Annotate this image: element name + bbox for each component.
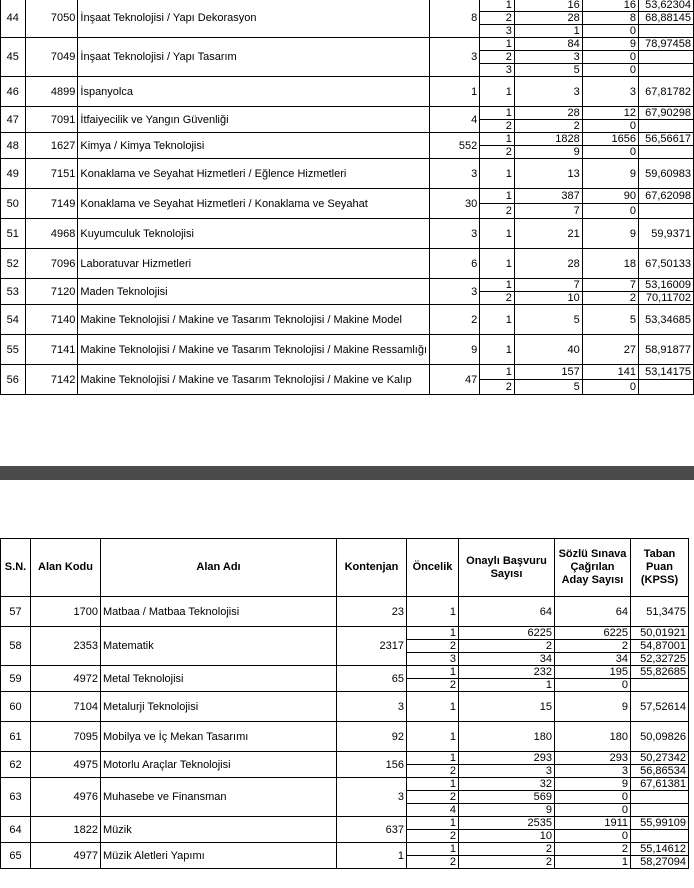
table-row	[1, 133, 694, 146]
cell-onayli: 9	[514, 146, 582, 159]
cell-alan-adi: Müzik	[101, 817, 337, 843]
cell-sn: 63	[1, 778, 31, 817]
table-row	[1, 159, 694, 189]
cell-sozlu: 195	[555, 666, 631, 679]
cell-kontenjan: 3	[430, 219, 480, 249]
cell-onayli: 5	[514, 64, 582, 77]
cell-onayli: 1	[514, 25, 582, 38]
cell-sozlu: 0	[582, 204, 638, 219]
cell-onayli: 84	[514, 38, 582, 51]
cell-onayli: 2	[514, 120, 582, 133]
cell-alan-kodu: 4977	[31, 843, 101, 869]
cell-kontenjan: 3	[337, 778, 407, 817]
cell-onayli: 569	[459, 791, 555, 804]
cell-taban: 55,82685	[631, 666, 689, 679]
header-sn: S.N.	[1, 539, 31, 597]
cell-onayli: 28	[514, 107, 582, 120]
table-row	[1, 107, 694, 120]
cell-taban: 50,01921	[631, 627, 689, 640]
cell-onayli: 64	[459, 597, 555, 627]
cell-sn: 49	[1, 159, 26, 189]
cell-sozlu: 12	[582, 107, 638, 120]
cell-taban: 78,97458	[638, 38, 693, 51]
cell-sozlu: 1911	[555, 817, 631, 830]
cell-sozlu: 0	[555, 804, 631, 817]
cell-onayli: 7	[514, 204, 582, 219]
cell-taban: 55,14612	[631, 843, 689, 856]
cell-sozlu: 9	[582, 159, 638, 189]
cell-kontenjan: 9	[430, 335, 480, 365]
cell-kontenjan: 156	[337, 752, 407, 778]
cell-kontenjan: 637	[337, 817, 407, 843]
table-row	[1, 817, 689, 830]
table-row	[1, 38, 694, 51]
cell-onayli: 28	[514, 249, 582, 279]
cell-alan-kodu: 1627	[25, 133, 78, 159]
cell-sozlu: 3	[555, 765, 631, 778]
cell-oncelik: 2	[480, 120, 515, 133]
results-table-bottom	[0, 538, 689, 869]
cell-oncelik: 1	[480, 107, 515, 120]
cell-alan-kodu: 1822	[31, 817, 101, 843]
cell-onayli: 5	[514, 305, 582, 335]
table-row	[1, 666, 689, 679]
results-table-top	[0, 0, 694, 395]
cell-onayli: 180	[459, 722, 555, 752]
cell-kontenjan: 65	[337, 666, 407, 692]
cell-taban	[638, 120, 693, 133]
cell-alan-kodu: 7091	[25, 107, 78, 133]
cell-sozlu: 3	[582, 77, 638, 107]
cell-alan-adi: Motorlu Araçlar Teknolojisi	[101, 752, 337, 778]
header-alan-kodu: Alan Kodu	[31, 539, 101, 597]
cell-alan-kodu: 4976	[31, 778, 101, 817]
cell-taban: 67,81782	[638, 77, 693, 107]
cell-taban: 67,61381	[631, 778, 689, 791]
cell-sozlu: 27	[582, 335, 638, 365]
cell-oncelik: 3	[480, 25, 515, 38]
cell-alan-kodu: 4972	[31, 666, 101, 692]
cell-oncelik: 1	[480, 77, 515, 107]
cell-onayli: 3	[514, 51, 582, 64]
cell-sn: 53	[1, 279, 26, 305]
cell-sn: 59	[1, 666, 31, 692]
cell-sozlu: 0	[555, 830, 631, 843]
cell-sozlu: 0	[582, 380, 638, 395]
cell-oncelik: 2	[407, 679, 459, 692]
cell-oncelik: 1	[407, 817, 459, 830]
cell-sozlu: 2	[555, 843, 631, 856]
cell-kontenjan: 3	[430, 38, 480, 77]
cell-oncelik: 1	[480, 0, 515, 12]
cell-alan-adi: İnşaat Teknolojisi / Yapı Tasarım	[78, 38, 430, 77]
cell-sn: 64	[1, 817, 31, 843]
cell-oncelik: 2	[480, 292, 515, 305]
cell-oncelik: 2	[407, 791, 459, 804]
cell-taban: 53,14175	[638, 365, 693, 380]
cell-taban	[631, 791, 689, 804]
cell-onayli: 293	[459, 752, 555, 765]
cell-alan-kodu: 7120	[25, 279, 78, 305]
cell-kontenjan: 3	[430, 159, 480, 189]
cell-alan-adi: Laboratuvar Hizmetleri	[78, 249, 430, 279]
cell-taban: 59,9371	[638, 219, 693, 249]
cell-sozlu: 34	[555, 653, 631, 666]
table-row	[1, 0, 694, 12]
cell-taban: 56,86534	[631, 765, 689, 778]
cell-oncelik: 1	[480, 249, 515, 279]
cell-taban	[631, 830, 689, 843]
cell-sozlu: 0	[555, 679, 631, 692]
cell-oncelik: 1	[480, 189, 515, 204]
cell-onayli: 28	[514, 12, 582, 25]
cell-sozlu: 16	[582, 0, 638, 12]
cell-taban: 67,90298	[638, 107, 693, 120]
cell-alan-kodu: 7142	[25, 365, 78, 395]
cell-sn: 55	[1, 335, 26, 365]
cell-sn: 54	[1, 305, 26, 335]
cell-onayli: 32	[459, 778, 555, 791]
cell-taban: 55,99109	[631, 817, 689, 830]
cell-onayli: 2	[459, 843, 555, 856]
header-taban: Taban Puan (KPSS)	[631, 539, 689, 597]
cell-alan-kodu: 7050	[25, 0, 78, 38]
header-onayli: Onaylı Başvuru Sayısı	[459, 539, 555, 597]
cell-alan-kodu: 7151	[25, 159, 78, 189]
cell-sozlu: 8	[582, 12, 638, 25]
cell-kontenjan: 3	[430, 279, 480, 305]
cell-oncelik: 3	[407, 653, 459, 666]
cell-sozlu: 90	[582, 189, 638, 204]
cell-sozlu: 18	[582, 249, 638, 279]
table-row	[1, 597, 689, 627]
cell-oncelik: 1	[480, 133, 515, 146]
cell-alan-kodu: 7141	[25, 335, 78, 365]
cell-onayli: 387	[514, 189, 582, 204]
cell-oncelik: 2	[407, 830, 459, 843]
cell-sozlu: 180	[555, 722, 631, 752]
cell-onayli: 16	[514, 0, 582, 12]
cell-taban: 53,34685	[638, 305, 693, 335]
cell-sn: 45	[1, 38, 26, 77]
cell-taban: 68,88145	[638, 12, 693, 25]
cell-kontenjan: 47	[430, 365, 480, 395]
cell-alan-kodu: 7095	[31, 722, 101, 752]
cell-sozlu: 9	[555, 692, 631, 722]
header-kontenjan: Kontenjan	[337, 539, 407, 597]
table-row	[1, 692, 689, 722]
cell-sozlu: 293	[555, 752, 631, 765]
cell-oncelik: 2	[407, 856, 459, 869]
table-row	[1, 189, 694, 204]
cell-alan-kodu: 7140	[25, 305, 78, 335]
cell-kontenjan: 1	[337, 843, 407, 869]
cell-onayli: 15	[459, 692, 555, 722]
cell-oncelik: 2	[480, 146, 515, 159]
cell-sn: 52	[1, 249, 26, 279]
cell-oncelik: 1	[480, 38, 515, 51]
cell-sozlu: 7	[582, 279, 638, 292]
cell-alan-adi: Makine Teknolojisi / Makine ve Tasarım Teknolojisi / Makine Model	[78, 305, 430, 335]
cell-alan-kodu: 1700	[31, 597, 101, 627]
cell-kontenjan: 552	[430, 133, 480, 159]
cell-alan-adi: Metal Teknolojisi	[101, 666, 337, 692]
cell-sn: 51	[1, 219, 26, 249]
cell-sozlu: 1656	[582, 133, 638, 146]
cell-taban: 56,56617	[638, 133, 693, 146]
cell-oncelik: 1	[480, 219, 515, 249]
cell-sozlu: 1	[555, 856, 631, 869]
cell-onayli: 2	[459, 640, 555, 653]
cell-taban: 67,50133	[638, 249, 693, 279]
header-oncelik: Öncelik	[407, 539, 459, 597]
cell-kontenjan: 1	[430, 77, 480, 107]
cell-oncelik: 4	[407, 804, 459, 817]
cell-taban: 70,11702	[638, 292, 693, 305]
cell-alan-kodu: 4899	[25, 77, 78, 107]
cell-sn: 46	[1, 77, 26, 107]
cell-oncelik: 1	[480, 335, 515, 365]
cell-alan-kodu: 2353	[31, 627, 101, 666]
cell-onayli: 2535	[459, 817, 555, 830]
cell-sozlu: 2	[555, 640, 631, 653]
page-divider	[0, 466, 694, 480]
cell-oncelik: 3	[480, 64, 515, 77]
table-row	[1, 77, 694, 107]
cell-oncelik: 2	[407, 640, 459, 653]
table-row	[1, 335, 694, 365]
cell-sn: 47	[1, 107, 26, 133]
cell-sn: 44	[1, 0, 26, 38]
table-row	[1, 219, 694, 249]
table-row	[1, 752, 689, 765]
cell-alan-adi: Maden Teknolojisi	[78, 279, 430, 305]
cell-kontenjan: 6	[430, 249, 480, 279]
cell-alan-kodu: 4975	[31, 752, 101, 778]
cell-onayli: 40	[514, 335, 582, 365]
cell-oncelik: 1	[407, 722, 459, 752]
cell-alan-adi: Mobilya ve İç Mekan Tasarımı	[101, 722, 337, 752]
cell-sn: 61	[1, 722, 31, 752]
cell-onayli: 21	[514, 219, 582, 249]
cell-kontenjan: 2	[430, 305, 480, 335]
cell-onayli: 3	[514, 77, 582, 107]
cell-sozlu: 2	[582, 292, 638, 305]
cell-onayli: 5	[514, 380, 582, 395]
cell-onayli: 6225	[459, 627, 555, 640]
table-row	[1, 365, 694, 380]
cell-onayli: 10	[459, 830, 555, 843]
cell-oncelik: 2	[407, 765, 459, 778]
table-row	[1, 279, 694, 292]
cell-taban: 52,32725	[631, 653, 689, 666]
cell-alan-kodu: 7096	[25, 249, 78, 279]
cell-taban: 58,91877	[638, 335, 693, 365]
header-sozlu: Sözlü Sınava Çağrılan Aday Sayısı	[555, 539, 631, 597]
table-row	[1, 249, 694, 279]
table-row	[1, 778, 689, 791]
cell-taban: 59,60983	[638, 159, 693, 189]
cell-onayli: 232	[459, 666, 555, 679]
cell-oncelik: 2	[480, 380, 515, 395]
cell-taban	[638, 25, 693, 38]
cell-onayli: 34	[459, 653, 555, 666]
cell-alan-kodu: 4968	[25, 219, 78, 249]
cell-kontenjan: 4	[430, 107, 480, 133]
cell-sn: 57	[1, 597, 31, 627]
cell-kontenjan: 23	[337, 597, 407, 627]
cell-onayli: 2	[459, 856, 555, 869]
cell-alan-adi: İnşaat Teknolojisi / Yapı Dekorasyon	[78, 0, 430, 38]
cell-taban: 67,62098	[638, 189, 693, 204]
cell-taban: 58,27094	[631, 856, 689, 869]
cell-kontenjan: 30	[430, 189, 480, 219]
cell-taban	[638, 204, 693, 219]
cell-alan-adi: İtfaiyecilik ve Yangın Güvenliği	[78, 107, 430, 133]
cell-sozlu: 0	[555, 791, 631, 804]
cell-oncelik: 1	[407, 692, 459, 722]
table-row	[1, 843, 689, 856]
cell-sozlu: 5	[582, 305, 638, 335]
cell-kontenjan: 8	[430, 0, 480, 38]
cell-oncelik: 1	[407, 843, 459, 856]
cell-sozlu: 9	[555, 778, 631, 791]
cell-taban: 53,16009	[638, 279, 693, 292]
cell-sn: 62	[1, 752, 31, 778]
cell-taban: 57,52614	[631, 692, 689, 722]
cell-alan-kodu: 7104	[31, 692, 101, 722]
cell-oncelik: 1	[407, 597, 459, 627]
cell-onayli: 157	[514, 365, 582, 380]
cell-taban	[638, 146, 693, 159]
cell-sozlu: 9	[582, 38, 638, 51]
cell-onayli: 10	[514, 292, 582, 305]
cell-alan-adi: Konaklama ve Seyahat Hizmetleri / Konaklama ve Seyahat	[78, 189, 430, 219]
cell-taban	[638, 51, 693, 64]
cell-alan-adi: İspanyolca	[78, 77, 430, 107]
cell-sozlu: 0	[582, 64, 638, 77]
cell-alan-adi: Konaklama ve Seyahat Hizmetleri / Eğlence Hizmetleri	[78, 159, 430, 189]
cell-onayli: 7	[514, 279, 582, 292]
cell-alan-adi: Muhasebe ve Finansman	[101, 778, 337, 817]
cell-sn: 65	[1, 843, 31, 869]
cell-sozlu: 0	[582, 25, 638, 38]
cell-kontenjan: 92	[337, 722, 407, 752]
cell-sozlu: 0	[582, 146, 638, 159]
cell-oncelik: 2	[480, 12, 515, 25]
cell-oncelik: 1	[407, 778, 459, 791]
cell-taban	[638, 64, 693, 77]
cell-oncelik: 1	[407, 627, 459, 640]
table-row	[1, 722, 689, 752]
cell-sn: 60	[1, 692, 31, 722]
cell-sn: 56	[1, 365, 26, 395]
cell-sn: 50	[1, 189, 26, 219]
cell-sozlu: 64	[555, 597, 631, 627]
cell-onayli: 1828	[514, 133, 582, 146]
cell-oncelik: 1	[480, 305, 515, 335]
cell-onayli: 13	[514, 159, 582, 189]
table-header-row	[1, 539, 689, 597]
cell-taban: 50,09826	[631, 722, 689, 752]
cell-sozlu: 0	[582, 51, 638, 64]
cell-alan-adi: Matematik	[101, 627, 337, 666]
table-row	[1, 305, 694, 335]
table-row	[1, 627, 689, 640]
cell-sozlu: 141	[582, 365, 638, 380]
cell-alan-adi: Makine Teknolojisi / Makine ve Tasarım Teknolojisi / Makine ve Kalıp	[78, 365, 430, 395]
cell-taban	[638, 380, 693, 395]
cell-taban: 54,87001	[631, 640, 689, 653]
header-alan-adi: Alan Adı	[101, 539, 337, 597]
cell-oncelik: 1	[407, 752, 459, 765]
cell-sozlu: 9	[582, 219, 638, 249]
cell-alan-adi: Müzik Aletleri Yapımı	[101, 843, 337, 869]
cell-sn: 48	[1, 133, 26, 159]
cell-onayli: 3	[459, 765, 555, 778]
cell-oncelik: 1	[480, 159, 515, 189]
cell-taban: 53,62304	[638, 0, 693, 12]
cell-taban	[631, 679, 689, 692]
cell-taban: 51,3475	[631, 597, 689, 627]
cell-sozlu: 6225	[555, 627, 631, 640]
cell-alan-adi: Kimya / Kimya Teknolojisi	[78, 133, 430, 159]
cell-alan-adi: Matbaa / Matbaa Teknolojisi	[101, 597, 337, 627]
cell-alan-adi: Kuyumculuk Teknolojisi	[78, 219, 430, 249]
cell-oncelik: 1	[480, 365, 515, 380]
cell-oncelik: 1	[480, 279, 515, 292]
cell-alan-kodu: 7149	[25, 189, 78, 219]
cell-alan-adi: Metalurji Teknolojisi	[101, 692, 337, 722]
cell-alan-kodu: 7049	[25, 38, 78, 77]
cell-onayli: 1	[459, 679, 555, 692]
cell-oncelik: 2	[480, 51, 515, 64]
cell-taban	[631, 804, 689, 817]
cell-oncelik: 2	[480, 204, 515, 219]
cell-sozlu: 0	[582, 120, 638, 133]
cell-oncelik: 1	[407, 666, 459, 679]
cell-kontenjan: 3	[337, 692, 407, 722]
cell-taban: 50,27342	[631, 752, 689, 765]
cell-sn: 58	[1, 627, 31, 666]
cell-kontenjan: 2317	[337, 627, 407, 666]
cell-alan-adi: Makine Teknolojisi / Makine ve Tasarım Teknolojisi / Makine Ressamlığı	[78, 335, 430, 365]
cell-onayli: 9	[459, 804, 555, 817]
